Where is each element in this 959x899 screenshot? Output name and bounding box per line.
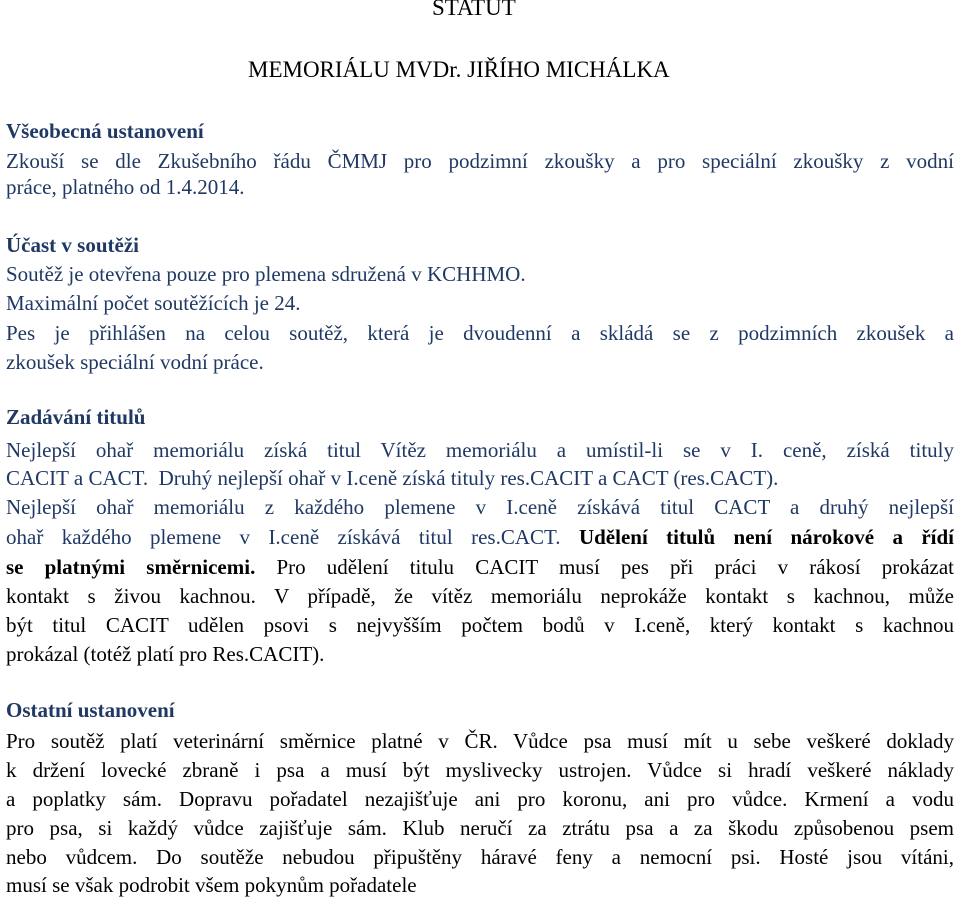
paragraph-line: Nejlepší ohař memoriálu získá titul Vítěz memoriálu a umístil-li se v I. ceně, získá tituly [6,438,954,462]
section-heading-other: Ostatní ustanovení [6,698,175,722]
document-subtitle: MEMORIÁLU MVDr. JIŘÍHO MICHÁLKA [248,57,670,82]
paragraph-line: Pro soutěž platí veterinární směrnice platné v ČR. Vůdce psa musí mít u sebe veškeré doklady [6,729,954,753]
section-heading-general: Všeobecná ustanovení [6,119,204,143]
paragraph-line: Zkouší se dle Zkušebního řádu ČMMJ pro podzimní zkoušky a pro speciální zkoušky z vodní [6,149,954,173]
section-heading-participation: Účast v soutěži [6,233,139,257]
text-run-bold: Udělení titulů není nárokové a řídí [578,525,955,549]
text-run: ohař každého plemene v I.ceně získává titul res.CACT. [6,525,579,549]
paragraph-line: Nejlepší ohař memoriálu z každého plemene v I.ceně získává titul CACT a druhý nejlepší [6,495,954,519]
paragraph-line: CACIT a CACT. Druhý nejlepší ohař v I.ceně získá tituly res.CACIT a CACT (res.CACT). [6,466,779,490]
paragraph-line: nebo vůdcem. Do soutěže nebudou připuštěny háravé feny a nemocní psi. Hosté jsou vítáni, [6,845,954,869]
paragraph-line [6,524,954,550]
text-run-bold: se platnými směrnicemi. [6,555,256,579]
paragraph-line: Maximální počet soutěžících je 24. [6,291,301,315]
section-heading-titles: Zadávání titulů [6,405,146,429]
text-run: Pro udělení titulu CACIT musí pes při práci v rákosí prokázat [255,555,955,579]
paragraph-line: být titul CACIT udělen psovi s nejvyšším počtem bodů v I.ceně, který kontakt s kachnou [6,613,954,637]
paragraph-line: pro psa, si každý vůdce zajišťuje sám. Klub neručí za ztrátu psa a za škodu způsobenou psem [6,816,954,840]
paragraph-line: k držení lovecké zbraně i psa a musí být myslivecky ustrojen. Vůdce si hradí veškeré náklady [6,758,954,782]
paragraph-line: kontakt s živou kachnou. V případě, že vítěz memoriálu neprokáže kontakt s kachnou, může [6,584,954,608]
paragraph-line: prokázal (totéž platí pro Res.CACIT). [6,642,325,666]
paragraph-line [6,554,954,580]
paragraph-line: a poplatky sám. Dopravu pořadatel nezajišťuje ani pro koronu, ani pro vůdce. Krmení a vodu [6,787,954,811]
paragraph-line: Pes je přihlášen na celou soutěž, která je dvoudenní a skládá se z podzimních zkoušek a [6,321,954,345]
document-title: STATUT [432,0,516,20]
paragraph-line: práce, platného od 1.4.2014. [6,175,245,199]
paragraph-line: musí se však podrobit všem pokynům pořadatele [6,873,417,897]
paragraph-line: Soutěž je otevřena pouze pro plemena sdružená v KCHHMO. [6,262,526,286]
paragraph-line: zkoušek speciální vodní práce. [6,350,264,374]
